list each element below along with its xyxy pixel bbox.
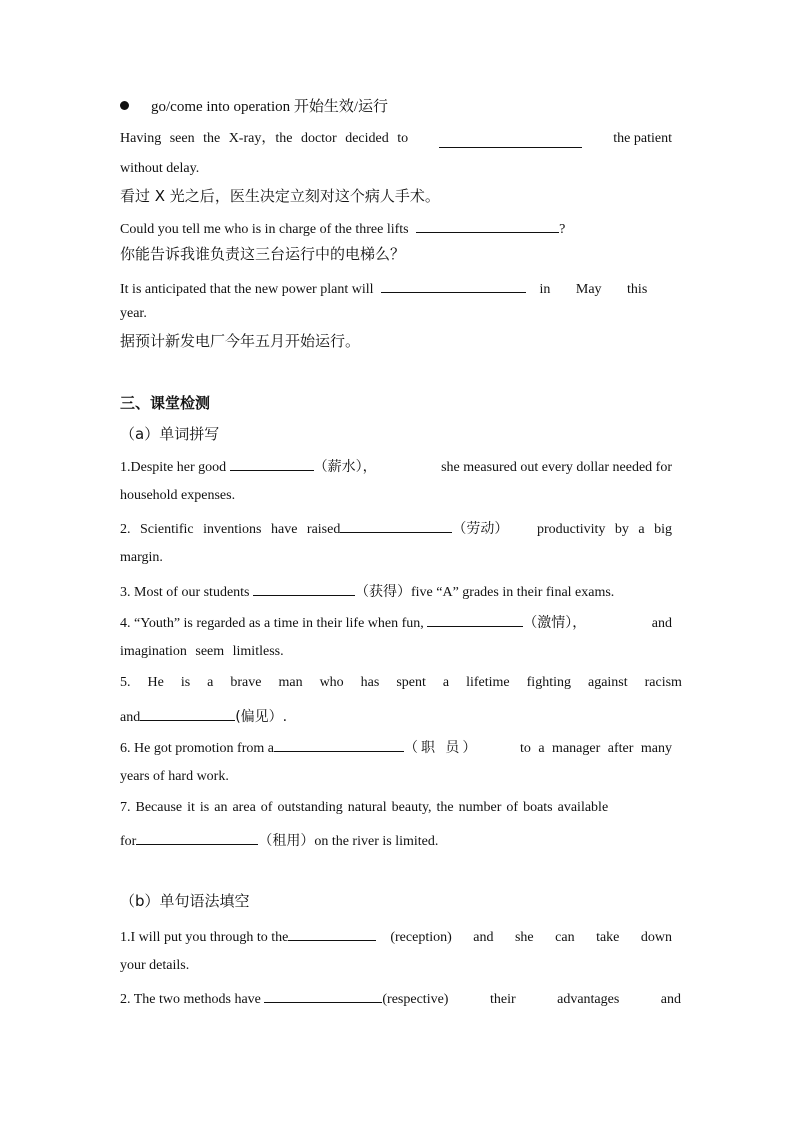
phrase-heading <box>120 98 672 117</box>
answer-blank[interactable] <box>140 706 235 721</box>
example-1-line: Having seen the X-ray，the doctor decided to the patient <box>120 131 672 146</box>
answer-blank[interactable] <box>253 581 355 596</box>
part-a-title: （a）单词拼写 <box>120 425 220 443</box>
part-b-title: （b）单句语法填空 <box>120 892 250 910</box>
question-2-cont: margin. <box>120 550 163 565</box>
question-4: 4. “Youth” is regarded as a time in their life when fun, （激情）， and <box>120 612 672 633</box>
grammar-question-1-cont: your details. <box>120 958 190 973</box>
question-1-cont: household expenses. <box>120 488 236 503</box>
question-7: 7. Because it is an area of outstanding natural beauty, the number of boats available <box>120 800 609 815</box>
example-2-translation: 你能告诉我谁负责这三台运行中的电梯么？ <box>120 245 406 263</box>
question-5-cont: and (偏见）. <box>120 706 672 727</box>
answer-blank[interactable] <box>136 830 258 845</box>
example-3-cont: year. <box>120 306 147 321</box>
question-5: 5. He is a brave man who has spent a lifetime fighting against racism <box>120 675 682 690</box>
answer-blank[interactable] <box>439 133 582 148</box>
example-1-cont: without delay. <box>120 161 200 176</box>
example-3-line: It is anticipated that the new power plant will in May this <box>120 278 672 299</box>
grammar-question-2: 2. The two methods have (respective) their advantages and <box>120 988 672 1009</box>
question-3: 3. Most of our students （获得）five “A” grades in their final exams. <box>120 581 672 602</box>
answer-blank[interactable] <box>381 278 526 293</box>
answer-blank[interactable] <box>230 456 314 471</box>
answer-blank[interactable] <box>427 612 523 627</box>
question-1: 1.Despite her good （薪水）， she measured out every dollar needed for <box>120 456 672 477</box>
answer-blank[interactable] <box>264 988 382 1003</box>
section-title: 三、课堂检测 <box>120 394 211 412</box>
question-7-cont: for （租用）on the river is limited. <box>120 830 672 851</box>
question-6-cont: years of hard work. <box>120 769 229 784</box>
example-2-line: Could you tell me who is in charge of the three lifts ? <box>120 218 672 239</box>
bullet-icon <box>120 101 129 110</box>
question-6: 6. He got promotion from a （职 员） to a manager after many <box>120 737 672 758</box>
answer-blank[interactable] <box>274 737 404 752</box>
question-2: 2. Scientific inventions have raised （劳动） productivity by a big <box>120 518 672 539</box>
answer-blank[interactable] <box>416 218 559 233</box>
answer-blank[interactable] <box>288 926 376 941</box>
question-4-cont: imagination seem limitless. <box>120 644 284 659</box>
grammar-question-1: 1.I will put you through to the (reception) and she can take down <box>120 926 672 947</box>
example-3-translation: 据预计新发电厂今年五月开始运行。 <box>120 332 361 350</box>
example-1-translation: 看过 X 光之后，医生决定立刻对这个病人手术。 <box>120 187 440 205</box>
phrase-title: go/come into operation 开始生效/运行 <box>151 99 389 115</box>
answer-blank[interactable] <box>340 518 452 533</box>
